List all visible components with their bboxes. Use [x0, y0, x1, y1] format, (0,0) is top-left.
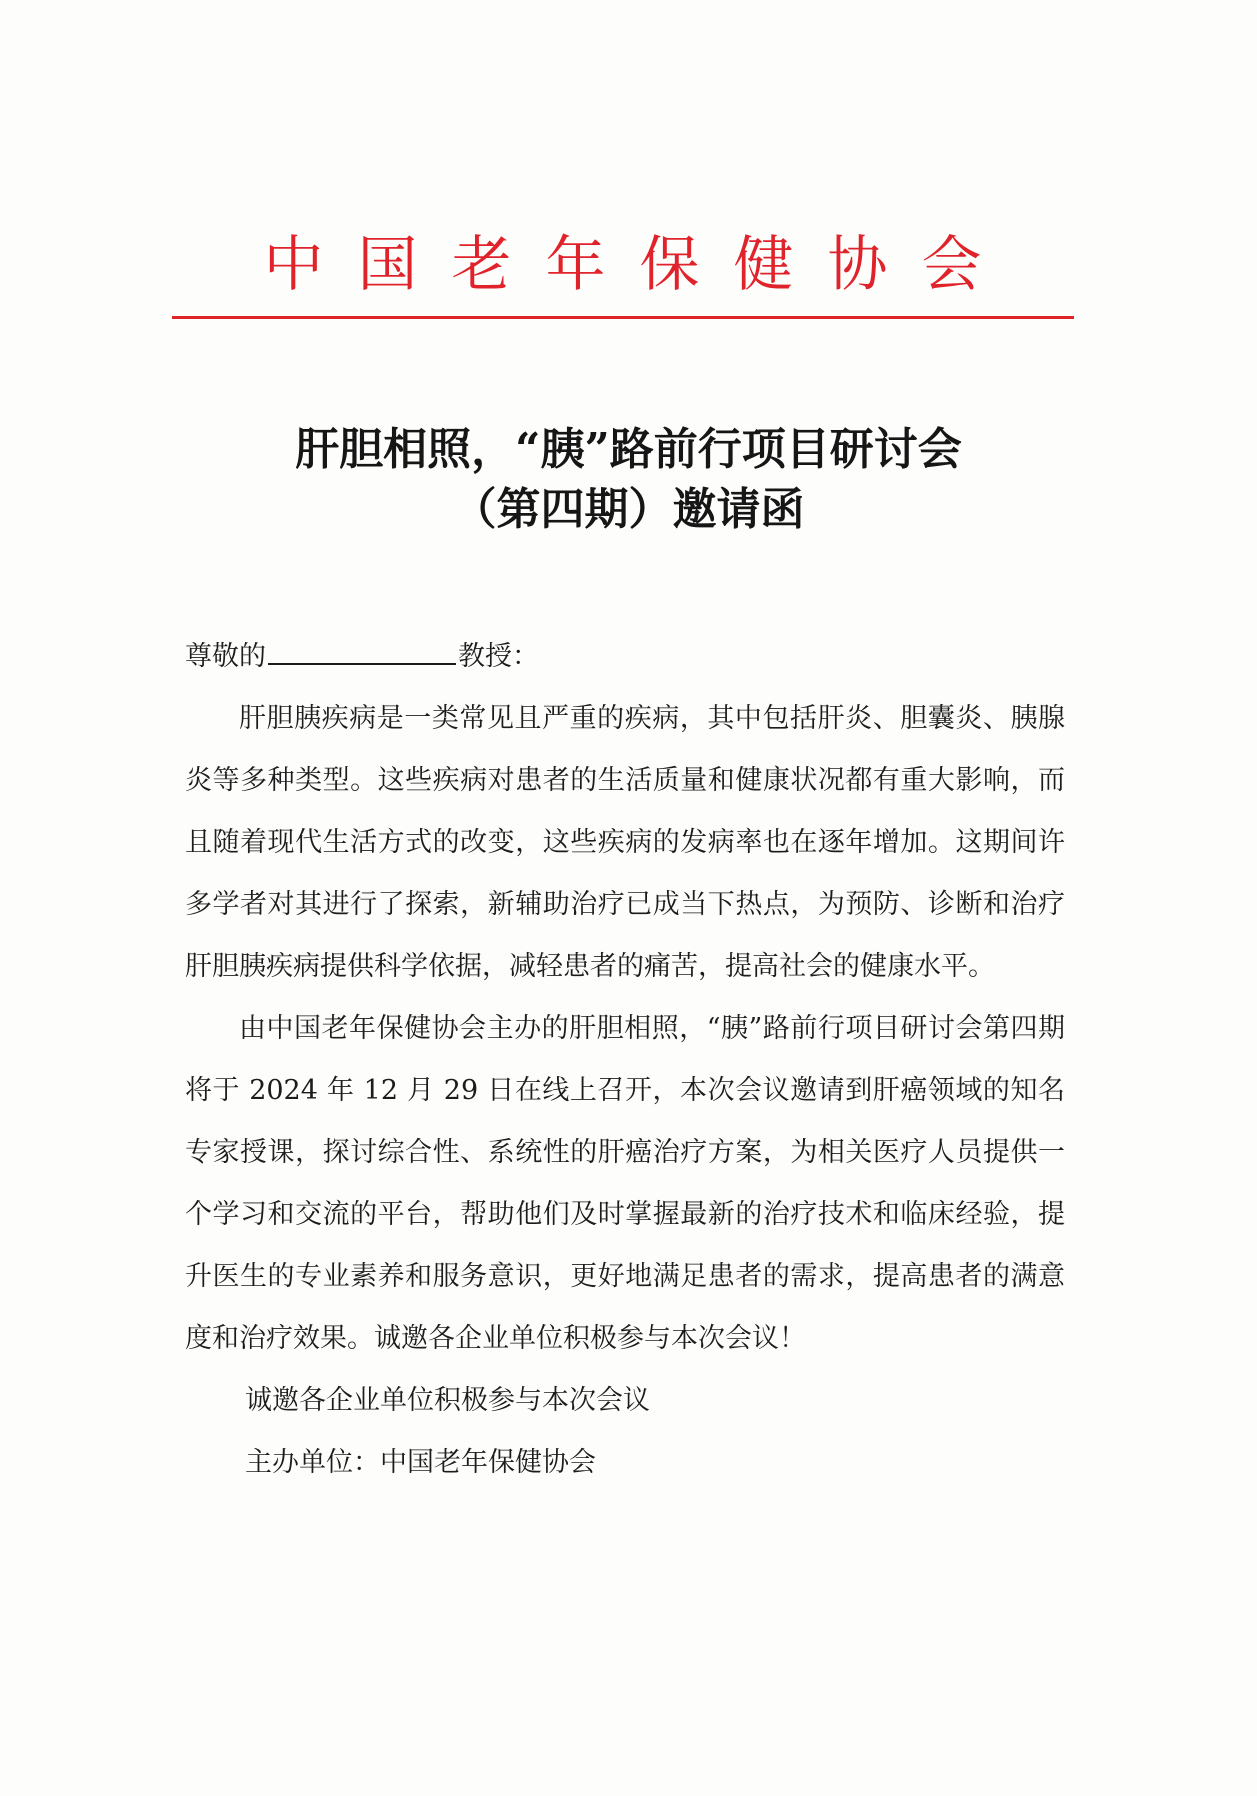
letterhead-org-name: 中国老年保健协会	[263, 230, 1016, 300]
organizer-line: 主办单位：中国老年保健协会	[245, 1447, 596, 1478]
letterhead-divider	[172, 316, 1074, 319]
salutation	[185, 626, 1065, 688]
letter-body	[185, 626, 1065, 1494]
salutation-suffix: 教授：	[458, 641, 539, 672]
recipient-name-blank	[268, 639, 456, 665]
paragraph-intro: 肝胆胰疾病是一类常见且严重的疾病，其中包括肝炎、胆囊炎、胰腺炎等多种类型。这些疾病对患者的生活质量和健康状况都有重大影响，而且随着现代生活方式的改变，这些疾病的发病率也在逐年增加。这期间许多学者对其进行了探索，新辅助治疗已成当下热点，为预防、诊断和治疗肝胆胰疾病提供科学依据，减轻患者的痛苦，提高社会的健康水平。	[185, 703, 1065, 982]
paragraph-meeting: 由中国老年保健协会主办的肝胆相照，“胰”路前行项目研讨会第四期将于 2024 年 12 月 29 日在线上召开，本次会议邀请到肝癌领域的知名专家授课，探讨综合性、系统性的肝癌治疗方案，为相关医疗人员提供一个学习和交流的平台，帮助他们及时掌握最新的治疗技术和临床经验，提升医生的专业素养和服务意识，更好地满足患者的需求，提高患者的满意度和治疗效果。诚邀各企业单位积极参与本次会议！	[185, 1013, 1065, 1354]
title-line-2: （第四期）邀请函	[452, 484, 805, 535]
title-line-1: 肝胆相照，“胰”路前行项目研讨会	[295, 424, 962, 475]
closing-invitation: 诚邀各企业单位积极参与本次会议	[245, 1385, 650, 1416]
document-title	[150, 420, 1107, 540]
salutation-prefix: 尊敬的	[185, 641, 266, 672]
